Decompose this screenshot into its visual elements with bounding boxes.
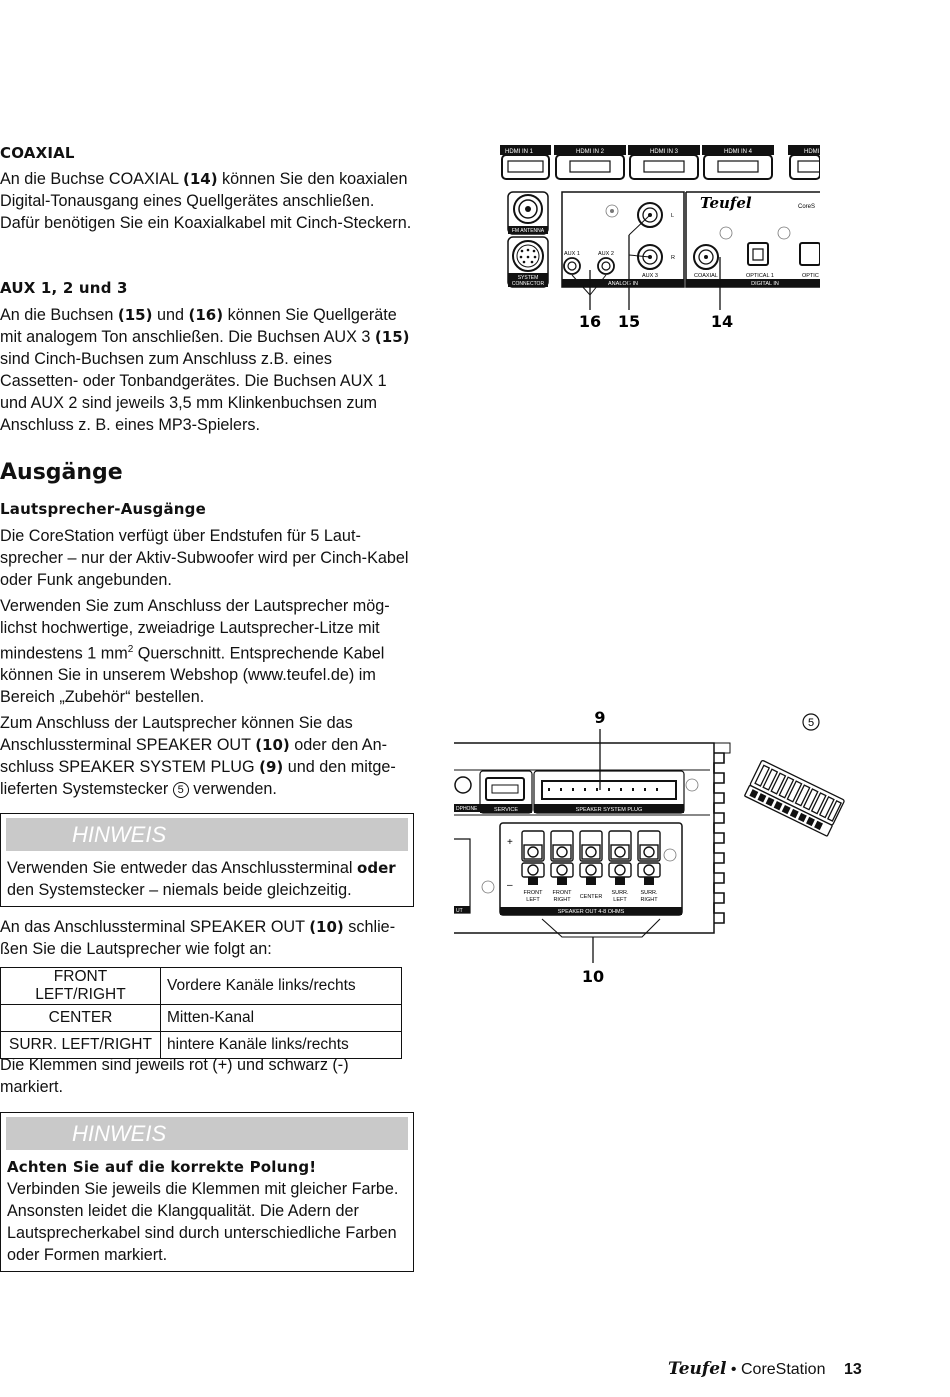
coaxial-paragraph [0,168,414,234]
aux1-jack [564,258,580,274]
ref-14: (14) [182,170,218,188]
ausgaenge-para2 [0,595,414,708]
speaker-table [0,967,402,1059]
aux-heading: AUX 1, 2 und 3 [0,279,128,297]
terminal-pair [580,831,602,877]
superscript: 2 [127,644,134,655]
table-intro [0,916,414,960]
analog-in-label: ANALOG IN [608,281,638,287]
hinweis-title: HINWEIS [6,1117,408,1150]
terminal-label: FRONT [523,890,543,896]
callout-10: 10 [581,967,605,986]
text-run: Verwenden Sie entweder das Anschlussterminal [7,859,358,877]
aux-paragraph [0,304,414,436]
desc-cell: Mitten-Kanal [161,1005,402,1032]
minus-label: – [507,880,513,891]
text-run: An das Anschlussterminal SPEAKER OUT [0,918,310,936]
table-row [1,1005,402,1032]
headphone-label: DPHONE [456,806,478,812]
text-run: sind Cinch-Buchsen zum Anschluss z.B. eines Cassetten- oder Tonbandgerätes. Die Buchsen AUX 1 und AUX 2 sind jeweils 3,5 mm Klinkenbuchsen zum Anschluss z. B. eines MP3-Spielers. [0,350,387,434]
hdmi-label: HDMI IN 1 [505,149,534,155]
callout-15: 15 [617,312,641,331]
ref-9: (9) [259,758,284,777]
callout-9: 9 [594,708,606,727]
page-footer [668,1357,872,1381]
optical1-port [748,243,768,265]
channel-cell: SURR. LEFT/RIGHT [1,1032,161,1059]
aux2-jack [598,258,614,274]
speaker-output-diagram [452,705,862,995]
corestation-label: CoreS [798,204,816,210]
hinweis-title: HINWEIS [6,818,408,851]
terminal-label: FRONT [552,890,572,896]
channel-cell: CENTER [1,1005,161,1032]
terminal-pair [551,831,573,877]
fm-antenna-label: FM ANTENNA [511,228,545,234]
hinweis-text [1,851,413,905]
ref-10: (10) [255,736,290,755]
text-run: Querschnitt. Entsprechende Kabel können Sie in unserem Webshop (www.teufel.de) im Bereich „Zubehör“ bestellen. [0,644,385,707]
footer-product: CoreStation [740,1361,826,1378]
hinweis-body: Verbinden Sie jeweils die Klemmen mit gleicher Farbe. Ansonsten leidet die Klangqualität. Die Adern der Lautsprecherkabel sind durch unterschiedliche Farben oder Formen markiert. [7,1180,399,1264]
aux3-label: AUX 3 [642,273,658,279]
ref-15: (15) [117,306,153,324]
connector-label: CONNECTOR [511,281,545,287]
l-label: L [671,213,675,219]
coaxial-section [0,142,414,234]
coaxial-heading: COAXIAL [0,144,75,162]
text-run: Zum Anschluss der Lautsprecher können Sie das Anschlussterminal SPEAKER OUT [0,714,353,755]
desc-cell: hintere Kanäle links/rechts [161,1032,402,1059]
hdmi-label: HDMI IN 3 [650,149,679,155]
system-plug-connector [744,760,844,836]
page-number: 13 [843,1361,862,1378]
hdmi-label: HDMI IN 4 [724,149,753,155]
text-run: den Systemstecker – niemals beide gleichzeitig. [7,881,352,899]
terminal-label: SURR. [640,890,658,896]
plus-label: + [507,837,513,848]
ref-10: (10) [309,918,344,936]
service-label: SERVICE [493,807,519,813]
footer-bullet: • [730,1361,737,1378]
lautsprecher-heading: Lautsprecher-Ausgänge [0,500,206,518]
speaker-out-label: SPEAKER OUT 4-8 OHMS [557,909,625,915]
aux1-label: AUX 1 [564,251,580,257]
terminal-label: SURR. [611,890,629,896]
text-run: können Sie den koaxialen Digital-Tonausgang eines Quellgerätes anschließen. Dafür benötigen Sie ein Koaxialkabel mit Cinch-Steckern. [0,170,412,232]
coaxial-label: COAXIAL [694,273,718,279]
terminal-label: LEFT [613,897,627,903]
circled-5: 5 [173,782,189,798]
analog-in-block [562,192,684,287]
text-run: und [152,306,189,324]
teufel-logo: Teufel [700,194,752,212]
out-label: UT [456,908,463,914]
terminal-pair [609,831,631,877]
rear-panel-inputs-diagram [500,145,820,340]
terminal-pair [522,831,544,877]
terminal-label: RIGHT [640,897,658,903]
terminal-label: RIGHT [553,897,571,903]
table-row [1,968,402,1005]
text-run: An die Buchse COAXIAL [0,170,183,188]
hdmi-ports [500,145,820,179]
text-run: An die Buchsen [0,306,118,324]
optical2-label: OPTIC [802,273,819,279]
terminal-pair [638,831,660,877]
text-run: oder den Anschluss SPEAKER SYSTEM PLUG [0,736,387,777]
hinweis-bold: Achten Sie auf die korrekte Polung! [7,1158,317,1176]
r-label: R [671,255,675,261]
digital-in-block [686,192,820,287]
text-run: verwenden. [188,780,277,799]
aux2-label: AUX 2 [598,251,614,257]
desc-cell: Vordere Kanäle links/rechts [161,968,402,1005]
table-intro-text [0,916,414,960]
text-run: schließen Sie die Lautsprecher wie folgt an: [0,918,396,958]
ausgaenge-heading: Ausgänge [0,460,123,485]
hdmi-label: HDMI [804,149,820,155]
text-run: Verwenden Sie zum Anschluss der Lautsprecher möglichst hochwertige, zweiadrige Lautsprecher-Litze mit mindestens 1 mm [0,597,390,663]
callout-5-label: 5 [807,717,815,729]
klemmen-section [0,1054,414,1098]
aux-section [0,277,414,436]
hinweis-text [1,1150,413,1270]
optical1-label: OPTICAL 1 [746,273,774,279]
hinweis-box-1 [0,813,414,907]
terminal-label: LEFT [526,897,540,903]
ref-15: (15) [374,328,410,346]
channel-cell: FRONT LEFT/RIGHT [1,968,161,1005]
text-run: können Sie Quellgeräte mit analogem Ton anschließen. Die Buchsen AUX 3 [0,306,397,346]
bold-word: oder [357,859,396,877]
callout-16: 16 [578,312,602,331]
klemmen-text: Die Klemmen sind jeweils rot (+) und schwarz (-) markiert. [0,1056,349,1096]
antenna-system-block [508,192,548,287]
hdmi-label: HDMI IN 2 [576,149,605,155]
hinweis-box-2 [0,1112,414,1272]
digital-in-label: DIGITAL IN [751,281,779,287]
ausgaenge-para3 [0,712,414,800]
terminal-label: CENTER [579,894,603,900]
callout-14: 14 [710,312,734,331]
ausgaenge-para1: Die CoreStation verfügt über Endstufen für 5 Lautsprecher – nur der Aktiv-Subwoofer wird per Cinch-Kabel oder Funk angebunden. [0,527,409,589]
text-run: und den mitgelieferten Systemstecker [0,758,396,799]
footer-logo: Teufel [668,1359,727,1379]
ref-16: (16) [188,306,224,324]
ausgaenge-section [0,462,414,800]
speaker-system-plug-label: SPEAKER SYSTEM PLUG [575,807,643,813]
system-label: SYSTEM [517,275,539,281]
heat-sink-fins [714,753,724,923]
